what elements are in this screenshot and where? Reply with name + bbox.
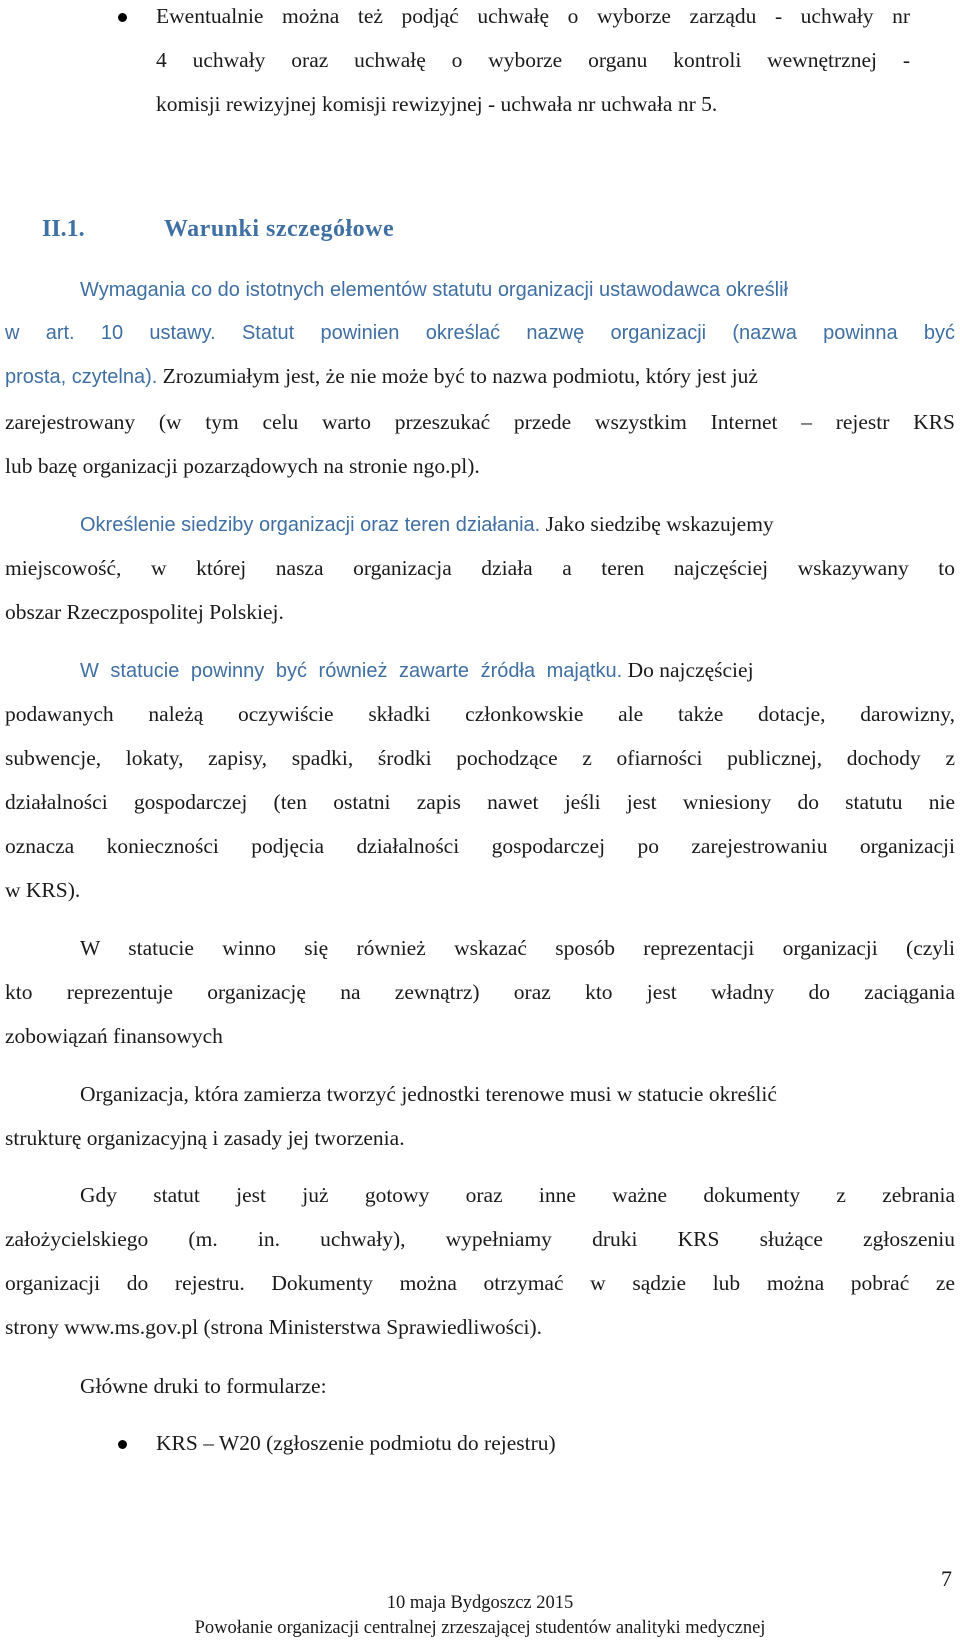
bullet-text: KRS – W20 (zgłoszenie podmiotu do rejestru) [156,1431,556,1455]
bullet-icon [118,13,127,22]
paragraph-line: Wymagania co do istotnych elementów statutu organizacji ustawodawca określił [80,279,788,301]
paragraph-line: Organizacja, która zamierza tworzyć jednostki terenowe musi w statucie określić [80,1082,777,1106]
paragraph-line: oznacza konieczności podjęcia działalności gospodarczej po zarejestrowaniu organizacji [5,836,955,858]
paragraph-line: w KRS). [5,878,81,902]
paragraph-line [5,366,758,388]
paragraph-text: W statucie powinny być również zawarte źródła majątku. [80,660,623,682]
bullet-text-line: komisji rewizyjnej komisji rewizyjnej - uchwała nr uchwała nr 5. [156,92,718,116]
paragraph-line: organizacji do rejestru. Dokumenty można otrzymać w sądzie lub można pobrać ze [5,1273,955,1295]
bullet-text-line: 4 uchwały oraz uchwałę o wyborze organu kontroli wewnętrznej - [156,50,910,72]
paragraph-line: miejscowość, w której nasza organizacja działa a teren najczęściej wskazywany to [5,558,955,580]
paragraph-line: zobowiązań finansowych [5,1024,223,1048]
paragraph-line: kto reprezentuje organizację na zewnątrz) oraz kto jest władny do zaciągania [5,982,955,1004]
paragraph-line: w art. 10 ustawy. Statut powinien określać nazwę organizacji (nazwa powinna być [5,323,955,343]
paragraph-line: lub bazę organizacji pozarządowych na stronie ngo.pl). [5,454,480,478]
paragraph-text: Do najczęściej [627,658,754,682]
paragraph-line [80,660,754,682]
paragraph-line: subwencje, lokaty, zapisy, spadki, środki pochodzące z ofiarności publicznej, dochody z [5,748,955,770]
paragraph-line [80,514,774,536]
paragraph-line: zarejestrowany (w tym celu warto przeszukać przede wszystkim Internet – rejestr KRS [5,412,955,434]
paragraph-line: podawanych należą oczywiście składki członkowskie ale także dotacje, darowizny, [5,704,955,726]
section-number: II.1. [42,216,85,242]
footer-date-place: 10 maja Bydgoszcz 2015 [386,1593,574,1613]
paragraph-text: prosta, czytelna). [5,366,158,388]
footer-title: Powołanie organizacji centralnej zrzeszającej studentów analityki medycznej [194,1618,766,1638]
paragraph-line: strukturę organizacyjną i zasady jej tworzenia. [5,1126,405,1150]
paragraph-line: Główne druki to formularze: [80,1374,327,1398]
bullet-icon [118,1440,127,1449]
paragraph-line: strony www.ms.gov.pl (strona Ministerstwa Sprawiedliwości). [5,1315,543,1339]
section-title: Warunki szczegółowe [164,216,395,242]
paragraph-line: działalności gospodarczej (ten ostatni zapis nawet jeśli jest wniesiony do statutu nie [5,792,955,814]
paragraph-text: Jako siedzibę wskazujemy [545,512,774,536]
paragraph-line: Gdy statut jest już gotowy oraz inne ważne dokumenty z zebrania [80,1185,955,1207]
paragraph-text: Określenie siedziby organizacji oraz teren działania. [80,514,541,536]
paragraph-line: obszar Rzeczpospolitej Polskiej. [5,600,284,624]
bullet-text-line: Ewentualnie można też podjąć uchwałę o wyborze zarządu - uchwały nr [156,6,910,28]
paragraph-line: założycielskiego (m. in. uchwały), wypełniamy druki KRS służące zgłoszeniu [5,1229,955,1251]
page-number: 7 [941,1566,952,1591]
paragraph-text: Zrozumiałym jest, że nie może być to nazwa podmiotu, który jest już [162,364,758,388]
paragraph-line: W statucie winno się również wskazać sposób reprezentacji organizacji (czyli [80,938,955,960]
